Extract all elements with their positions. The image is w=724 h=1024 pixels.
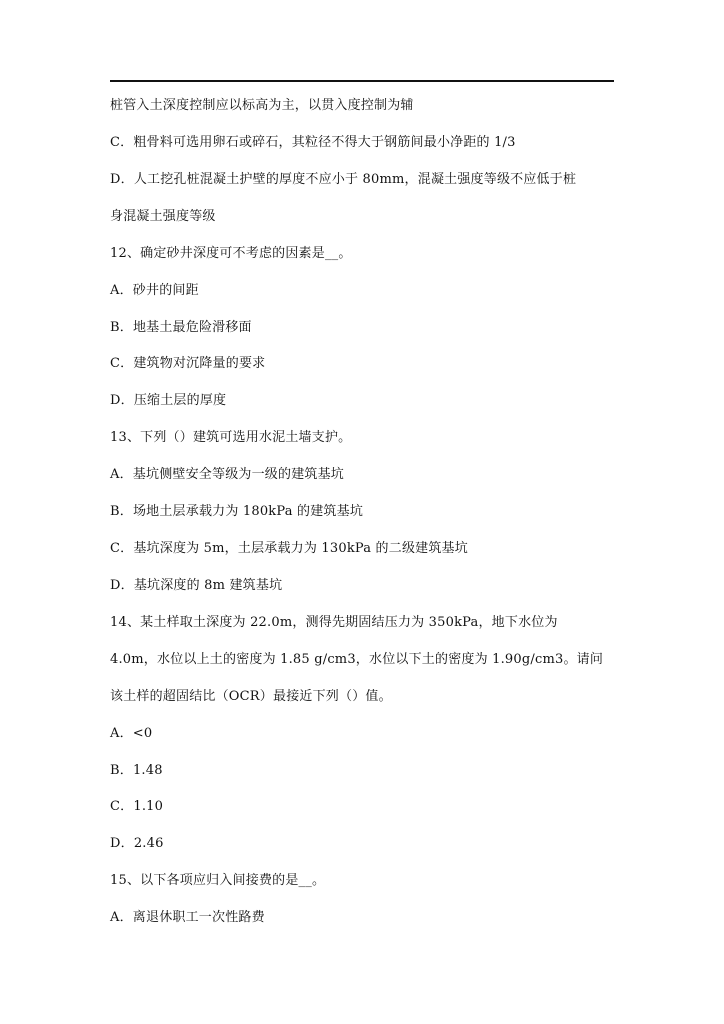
question-14-cont: 该土样的超固结比（OCR）最接近下列（）值。 xyxy=(110,689,392,704)
option-d: D．压缩土层的厚度 xyxy=(110,393,227,408)
question-14-cont: 4.0m，水位以上土的密度为 1.85 g/cm3，水位以下土的密度为 1.90g/cm3。请问 xyxy=(110,652,604,667)
option-c: C．基坑深度为 5m，土层承载力为 130kPa 的二级建筑基坑 xyxy=(110,541,468,556)
option-a: A．基坑侧壁安全等级为一级的建筑基坑 xyxy=(110,467,344,482)
option-d: D．2.46 xyxy=(110,836,164,851)
option-a: A．砂井的间距 xyxy=(110,283,199,298)
option-a: A．<0 xyxy=(110,726,153,741)
option-c: C．1.10 xyxy=(110,799,164,814)
question-12: 12、确定砂井深度可不考虑的因素是__。 xyxy=(110,246,352,261)
header-rule xyxy=(110,80,614,82)
question-14: 14、某土样取土深度为 22.0m，测得先期固结压力为 350kPa，地下水位为 xyxy=(110,615,558,630)
option-b: B．地基土最危险滑移面 xyxy=(110,320,252,335)
text-line: 身混凝土强度等级 xyxy=(110,209,216,224)
text-line: C．粗骨料可选用卵石或碎石，其粒径不得大于钢筋间最小净距的 1/3 xyxy=(110,135,516,150)
option-b: B．场地土层承载力为 180kPa 的建筑基坑 xyxy=(110,504,364,519)
text-line: D．人工挖孔桩混凝土护壁的厚度不应小于 80mm，混凝土强度等级不应低于桩 xyxy=(110,172,577,187)
question-13: 13、下列（）建筑可选用水泥土墙支护。 xyxy=(110,430,352,445)
option-b: B．1.48 xyxy=(110,763,163,778)
option-c: C．建筑物对沉降量的要求 xyxy=(110,356,266,371)
option-a: A．离退休职工一次性路费 xyxy=(110,910,265,925)
text-line: 桩管入土深度控制应以标高为主，以贯入度控制为辅 xyxy=(110,98,414,113)
option-d: D．基坑深度的 8m 建筑基坑 xyxy=(110,578,283,593)
question-15: 15、以下各项应归入间接费的是__。 xyxy=(110,873,326,888)
